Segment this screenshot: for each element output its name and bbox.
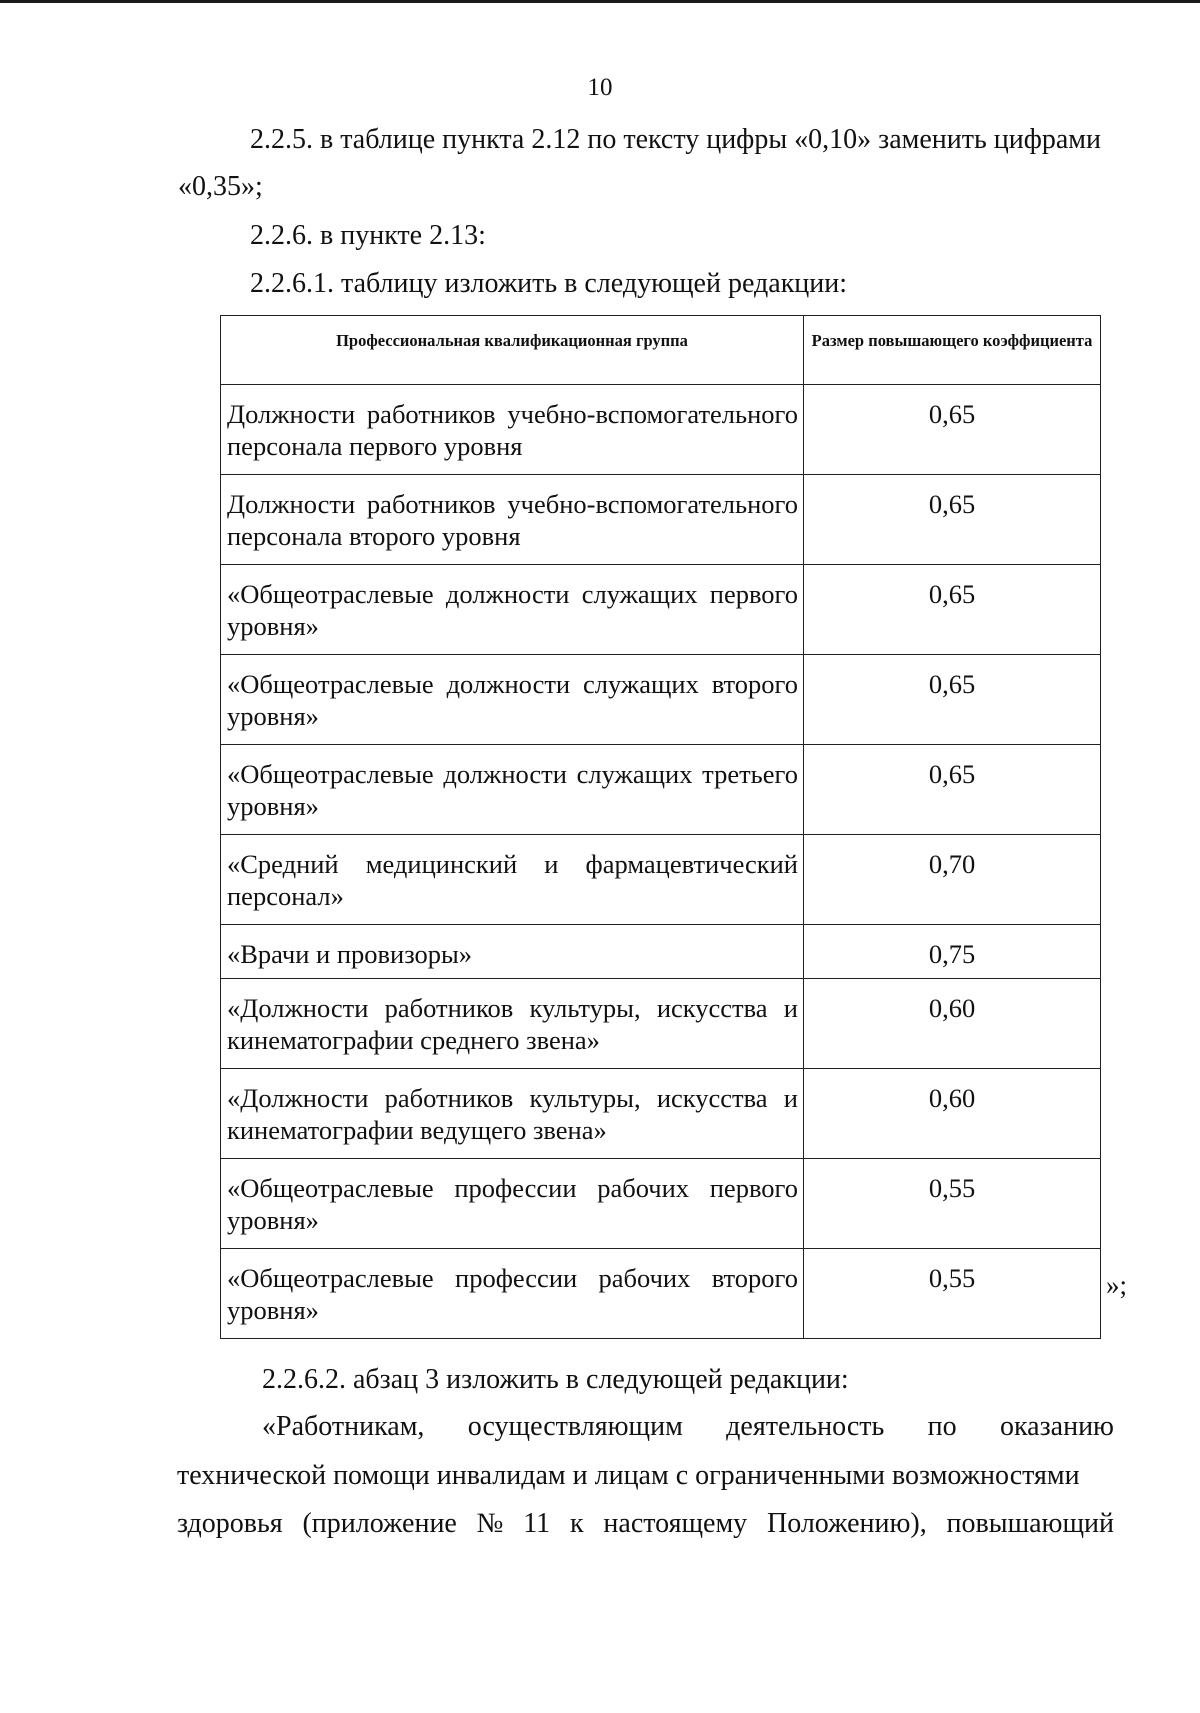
table-row [221, 745, 1101, 835]
paragraph-word: (приложение [302, 1508, 457, 1539]
table-row [221, 925, 1101, 979]
paragraph-word: оказанию [999, 1411, 1114, 1442]
coefficient-cell: 0,65 [804, 565, 1101, 655]
group-cell: Должности работников учебно-вспомогательного персонала второго уровня [221, 475, 804, 565]
group-cell: «Врачи и провизоры» [221, 925, 804, 979]
coefficient-cell: 0,70 [804, 835, 1101, 925]
group-cell: «Общеотраслевые должности служащих третьего уровня» [221, 745, 804, 835]
paragraph-word: Положению), [766, 1508, 927, 1539]
coefficient-cell: 0,60 [804, 979, 1101, 1069]
table-row [221, 475, 1101, 565]
paragraph-word: № [476, 1508, 504, 1539]
paragraph-word: по [927, 1411, 957, 1442]
paragraph-word: настоящему [603, 1508, 748, 1539]
header-group: Профессиональная квалификационная группа [221, 316, 804, 385]
group-cell: Должности работников учебно-вспомогательного персонала первого уровня [221, 385, 804, 475]
item-2-2-6-2: 2.2.6.2. абзац 3 изложить в следующей редакции: [262, 1364, 849, 1395]
table-row [221, 1159, 1101, 1249]
paragraph-line2: технической помощи инвалидам и лицам с ограниченными возможностями [177, 1460, 1080, 1491]
paragraph-line3 [177, 1510, 1114, 1538]
table-row [221, 835, 1101, 925]
paragraph-word: «Работникам, [262, 1411, 425, 1442]
paragraph-word: к [569, 1508, 584, 1539]
group-cell: «Должности работников культуры, искусства и кинематографии ведущего звена» [221, 1069, 804, 1159]
paragraph-line1 [262, 1413, 1114, 1441]
page-top-edge [0, 0, 1200, 3]
table-row [221, 655, 1101, 745]
coefficient-cell: 0,55 [804, 1159, 1101, 1249]
paragraph-word: деятельность [726, 1411, 885, 1442]
paragraph-word: осуществляющим [467, 1411, 683, 1442]
item-2-2-5-line2: «0,35»; [178, 171, 263, 202]
coefficient-cell: 0,65 [804, 385, 1101, 475]
group-cell: «Должности работников культуры, искусства и кинематографии среднего звена» [221, 979, 804, 1069]
paragraph-word: повышающий [946, 1508, 1114, 1539]
coefficient-cell: 0,65 [804, 475, 1101, 565]
item-2-2-6: 2.2.6. в пункте 2.13: [250, 220, 486, 251]
group-cell: «Средний медицинский и фармацевтический персонал» [221, 835, 804, 925]
coefficient-cell: 0,65 [804, 655, 1101, 745]
page-number: 10 [587, 74, 613, 101]
table-header-row [221, 316, 1101, 385]
group-cell: «Общеотраслевые должности служащих второго уровня» [221, 655, 804, 745]
coefficient-cell: 0,65 [804, 745, 1101, 835]
table-row [221, 385, 1101, 475]
table-row [221, 565, 1101, 655]
coefficient-table [220, 315, 1101, 1339]
header-coefficient: Размер повышающего коэффициента [804, 316, 1101, 385]
table-row [221, 1069, 1101, 1159]
group-cell: «Общеотраслевые должности служащих первого уровня» [221, 565, 804, 655]
coefficient-cell: 0,55 [804, 1249, 1101, 1339]
paragraph-word: здоровья [177, 1508, 283, 1539]
item-2-2-5-line1: 2.2.5. в таблице пункта 2.12 по тексту цифры «0,10» заменить цифрами [250, 124, 1101, 155]
item-2-2-6-1: 2.2.6.1. таблицу изложить в следующей редакции: [250, 268, 848, 299]
table-closing-quote: »; [1106, 1270, 1128, 1300]
coefficient-cell: 0,60 [804, 1069, 1101, 1159]
group-cell: «Общеотраслевые профессии рабочих первого уровня» [221, 1159, 804, 1249]
table-row [221, 979, 1101, 1069]
table-row [221, 1249, 1101, 1339]
paragraph-word: 11 [523, 1508, 551, 1539]
coefficient-cell: 0,75 [804, 925, 1101, 979]
group-cell: «Общеотраслевые профессии рабочих второго уровня» [221, 1249, 804, 1339]
